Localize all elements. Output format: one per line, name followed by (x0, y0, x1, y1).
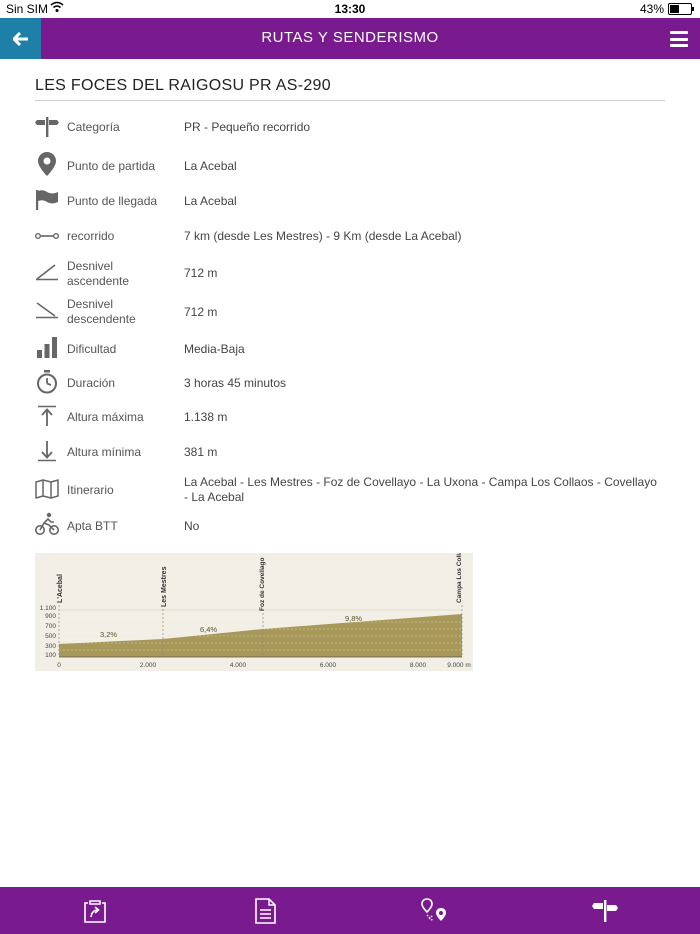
divider (35, 100, 665, 101)
menu-button[interactable] (670, 31, 688, 47)
detail-label: Desnivel ascendente (67, 259, 130, 288)
x-tick: 2.000 (139, 662, 157, 669)
detail-value: 712 m (184, 305, 218, 319)
x-tick: 8.000 (409, 662, 427, 669)
clock: 13:30 (334, 2, 366, 16)
detail-value: 3 horas 45 minutos (184, 376, 287, 390)
y-tick: 700 (45, 623, 56, 630)
flag-icon (35, 188, 59, 212)
tab-share[interactable] (81, 897, 109, 925)
map-pin-icon (35, 152, 59, 176)
x-tick: 4.000 (229, 662, 247, 669)
difficulty-bars-icon (35, 335, 59, 359)
x-tick: 0 (57, 662, 61, 669)
detail-label: Duración (67, 376, 116, 390)
detail-label: Altura mínima (67, 445, 142, 459)
signpost-icon (592, 899, 618, 923)
waypoint-label: Foz de Covellago (259, 557, 266, 611)
detail-label: recorrido (67, 229, 115, 243)
detail-label: Altura máxima (67, 410, 144, 424)
document-icon (253, 898, 277, 924)
stopwatch-icon (35, 370, 59, 394)
y-tick: 300 (45, 643, 56, 650)
hamburger-icon (670, 31, 688, 34)
detail-label: Categoría (67, 120, 120, 134)
route-points-icon (421, 898, 449, 924)
detail-label: Punto de partida (67, 159, 156, 173)
descent-icon (35, 297, 59, 321)
detail-value: 7 km (desde Les Mestres) - 9 Km (desde La Acebal) (184, 229, 462, 243)
bottom-tab-bar (0, 887, 700, 934)
signpost-icon (35, 115, 59, 139)
detail-label: Dificultad (67, 342, 117, 356)
tab-signpost[interactable] (591, 897, 619, 925)
battery (640, 2, 692, 16)
x-tick: 6.000 (319, 662, 337, 669)
detail-value: La Acebal (184, 194, 237, 208)
ascent-icon (35, 259, 59, 283)
detail-value: PR - Pequeño recorrido (184, 120, 311, 134)
battery-icon (668, 3, 692, 15)
y-tick: 500 (45, 633, 56, 640)
y-tick: 900 (45, 613, 56, 620)
detail-value: La Acebal (184, 159, 237, 173)
tab-route[interactable] (421, 897, 449, 925)
waypoint-label: Les Mestres (161, 566, 168, 607)
carrier-label: Sin SIM (6, 2, 49, 16)
route-title: LES FOCES DEL RAIGOSU PR AS-290 (35, 77, 331, 94)
detail-value: 712 m (184, 266, 218, 280)
detail-value: 1.138 m (184, 410, 228, 424)
page-title: RUTAS Y SENDERISMO (261, 29, 439, 46)
detail-label: Itinerario (67, 483, 114, 497)
detail-value: No (184, 519, 200, 533)
detail-label: Desnivel descendente (67, 297, 136, 326)
status-bar (0, 0, 700, 18)
detail-value: Media-Baja (184, 342, 245, 356)
y-tick: 1.100 (39, 605, 56, 612)
elevation-profile (35, 553, 473, 671)
arrow-down-icon (35, 439, 59, 463)
x-tick: 9.000 m (447, 662, 471, 669)
map-fold-icon (35, 477, 59, 501)
grade-label: 9,8% (345, 614, 363, 623)
detail-value: 381 m (184, 445, 218, 459)
arrow-up-icon (35, 404, 59, 428)
waypoint-label: Campa Los Collaos (456, 553, 463, 603)
detail-value: La Acebal - Les Mestres - Foz de Covellayo - La Uxona - Campa Los Collaos - Covellayo - La Acebal (184, 475, 657, 504)
mountain-bike-icon (35, 512, 59, 536)
clipboard-share-icon (82, 898, 108, 924)
tab-document[interactable] (251, 897, 279, 925)
app-header (0, 18, 700, 59)
waypoint-label: L'Acebal (57, 574, 64, 603)
detail-label: Punto de llegada (67, 194, 158, 208)
grade-label: 6,4% (200, 625, 218, 634)
detail-label: Apta BTT (67, 519, 118, 533)
profile-area (59, 614, 462, 657)
route-line-icon (35, 224, 59, 248)
grade-label: 3,2% (100, 630, 118, 639)
battery-percent: 43% (639, 2, 664, 16)
y-tick: 100 (45, 652, 56, 659)
